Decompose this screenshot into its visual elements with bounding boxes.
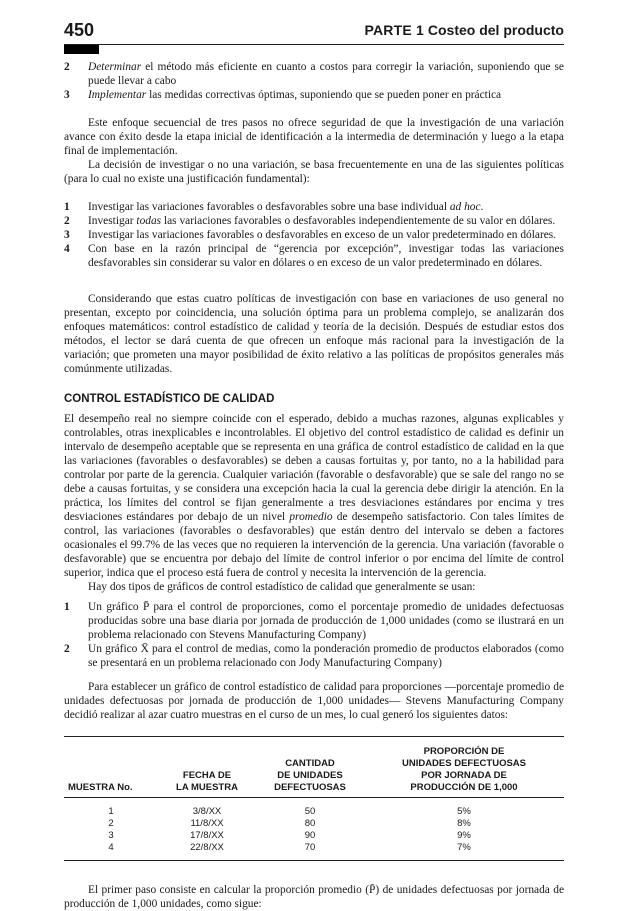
cell-proporcion: 9% <box>457 830 471 841</box>
page-body <box>64 60 564 911</box>
header-line: PRODUCCIÓN DE 1,000 <box>410 782 518 793</box>
list-text-tail: . <box>480 201 484 213</box>
list-item <box>64 228 564 242</box>
cell-proporcion: 5% <box>457 806 471 817</box>
paragraph <box>64 883 564 911</box>
list-text-body: Investigar las variaciones favorables o desfavorables en exceso de un valor predeterminado en dólares. <box>88 229 557 241</box>
list-text <box>88 60 564 88</box>
list-text <box>88 242 564 270</box>
table-row <box>64 842 564 860</box>
list-text-body: Con base en la razón principal de “gerencia por excepción”, investigar todas las variaciones desfavorables sin considerar su valor en dólares o en exceso de un valor predeterminado en dólares. <box>88 243 564 269</box>
list-text-body: Un gráfico <box>88 601 143 613</box>
header-line: CANTIDAD <box>285 758 335 769</box>
header-line: LA MUESTRA <box>176 782 238 793</box>
list-text-tail: las variaciones favorables o desfavorables independientemente de su valor en dólares. <box>161 215 556 227</box>
cell-muestra: 4 <box>108 842 114 853</box>
list-item <box>64 200 564 214</box>
cell-cantidad: 90 <box>304 830 316 841</box>
header-line: DE UNIDADES <box>277 770 343 781</box>
emphasis: Determinar <box>88 61 142 73</box>
policies-list <box>64 200 564 270</box>
header-line: DEFECTUOSAS <box>274 782 346 793</box>
part-title: Costeo del producto <box>427 22 564 38</box>
list-number: 3 <box>64 89 70 101</box>
table-row <box>64 818 564 830</box>
header-line: FECHA DE <box>182 770 232 781</box>
paragraph <box>64 412 564 580</box>
paragraph: Este enfoque secuencial de tres pasos no ofrece seguridad de que la investigación de una variación avance con éxito desde la etapa inicial de identificación a la intermedia de determinación y luego a la etapa final de implementación. <box>64 117 564 157</box>
list-text <box>88 642 564 670</box>
cell-proporcion: 8% <box>457 818 471 829</box>
cell-fecha: 3/8/XX <box>192 806 222 817</box>
paragraph: Para establecer un gráfico de control estadístico de calidad para proporciones —porcentaje promedio de unidades defectuosas por jornada de producción de 1,000 unidades— Stevens Manufacturing Company decidió realizar al azar cuatro muestras en el curso de un mes, lo cual generó los siguientes datos: <box>64 681 564 721</box>
table-top-rule <box>64 736 564 745</box>
list-item <box>64 242 564 270</box>
symbol: P̄ <box>369 884 376 896</box>
list-item <box>64 642 564 670</box>
col-header-proporcion <box>364 745 564 798</box>
list-text-body: el método más eficiente en cuanto a costos para corregir la variación, suponiendo que se puede llevar a cabo <box>88 61 564 87</box>
list-number: 2 <box>64 215 70 227</box>
part-label: PARTE 1 <box>364 22 424 38</box>
list-text <box>88 88 564 102</box>
col-header-fecha <box>158 745 256 798</box>
header-marker-bar <box>64 45 99 54</box>
samples-table <box>64 745 564 860</box>
cell-muestra: 1 <box>108 806 114 817</box>
col-header-muestra <box>64 745 158 798</box>
emphasis: todas <box>136 215 162 227</box>
symbol: X̄ <box>140 643 149 655</box>
list-item <box>64 88 564 102</box>
paragraph-text: de desempeño satisfactorio. Con tales límites de control, las variaciones (favorables o desfavorables) que están dentro del intervalo se deben a factores ocasionales el 99.7% de las veces que no requieren la intervención de la gerencia. Una variación (favorable o desfavorable) que se encuentra por debajo del límite de control inferior o por encima del límite de control superior, indica que el proceso está fuera de control y necesita la intervención de la gerencia. <box>64 511 564 579</box>
list-number: 2 <box>64 61 70 73</box>
paragraph-text: ) de unidades defectuosas por jornada de producción de 1,000 unidades, como sigue: <box>64 884 565 910</box>
list-text-body: Investigar las variaciones favorables o desfavorables sobre una base individual <box>88 201 450 213</box>
list-text-tail: para el control de proporciones, como el porcentaje promedio de unidades defectuosas producidas sobre una base diaria por jornada de producción de 1,000 unidades (como se ilustrará en un problema relacionado con Stevens Manufacturing Company) <box>88 601 564 641</box>
header-line: UNIDADES DEFECTUOSAS <box>401 758 527 769</box>
emphasis: promedio <box>289 511 333 523</box>
cell-cantidad: 70 <box>304 842 316 853</box>
steps-list <box>64 60 564 102</box>
table-row <box>64 798 564 819</box>
list-item <box>64 214 564 228</box>
list-text <box>88 200 564 214</box>
table-header-row <box>64 745 564 798</box>
page-number: 450 <box>64 20 95 40</box>
cell-cantidad: 50 <box>304 806 316 817</box>
list-item <box>64 60 564 88</box>
paragraph: Considerando que estas cuatro políticas de investigación con base en variaciones de uso general no presentan, excepto por coincidencia, una solución óptima para un problema complejo, se analizarán dos enfoques matemáticos: control estadístico de calidad y teoría de la decisión. Después de estudiar estos dos métodos, el lector se dará cuenta de que ofrecen un enfoque más racional para la investigación de la variación; que prometen una mayor posibilidad de éxito relativo a las políticas de propósitos generales más comúnmente utilizadas. <box>64 293 564 375</box>
cell-muestra: 2 <box>108 818 114 829</box>
list-number: 1 <box>64 601 70 613</box>
list-text <box>88 600 564 642</box>
list-text <box>88 228 564 242</box>
list-text-body: Un gráfico <box>88 643 141 655</box>
running-head <box>364 22 564 38</box>
list-text-body: Investigar <box>88 215 137 227</box>
paragraph-text: El primer paso consiste en calcular la proporción promedio ( <box>88 884 370 896</box>
list-number: 1 <box>64 201 70 213</box>
emphasis: ad hoc <box>449 201 481 213</box>
list-number: 4 <box>64 243 70 255</box>
header-line: POR JORNADA DE <box>421 770 507 781</box>
list-text-tail: para el control de medias, como la ponderación promedio de productos elaborados (como se presentará en un problema relacionado con Jody Manufacturing Company) <box>88 643 565 669</box>
charts-list <box>64 600 564 670</box>
section-heading: CONTROL ESTADÍSTICO DE CALIDAD <box>64 393 275 405</box>
list-item <box>64 600 564 642</box>
cell-muestra: 3 <box>108 830 114 841</box>
cell-fecha: 22/8/XX <box>190 842 224 853</box>
header-line: MUESTRA No. <box>68 782 133 793</box>
symbol: P̄ <box>143 601 149 613</box>
cell-fecha: 11/8/XX <box>190 818 224 829</box>
paragraph: La decisión de investigar o no una variación, se basa frecuentemente en una de las siguientes políticas (para lo cual no existe una justificación fundamental): <box>64 159 564 185</box>
paragraph: Hay dos tipos de gráficos de control estadístico de calidad que generalmente se usan: <box>88 581 476 593</box>
cell-proporcion: 7% <box>457 842 471 853</box>
header-rule <box>64 44 564 45</box>
cell-fecha: 17/8/XX <box>190 830 224 841</box>
list-number: 2 <box>64 643 70 655</box>
list-text <box>88 214 564 228</box>
cell-cantidad: 80 <box>304 818 316 829</box>
list-text-body: las medidas correctivas óptimas, suponiendo que se pueden poner en práctica <box>146 89 502 101</box>
col-header-cantidad <box>256 745 364 798</box>
emphasis: Implementar <box>88 89 147 101</box>
list-number: 3 <box>64 229 70 241</box>
table-row <box>64 830 564 842</box>
page-header <box>64 20 564 42</box>
paragraph-text: El desempeño real no siempre coincide con el esperado, debido a muchas razones, algunas explicables y controlables, otras inexplicables e incontrolables. El objetivo del control estadístico de calidad es definir un intervalo de desempeño aceptable que se representa en una gráfica de control estadístico de calidad en la que las variaciones (favorables o desfavorables) se deben a causas fortuitas y, por tanto, no a la habilidad para controlar por parte de la gerencia. Cualquier variación (favorable o desfavorable) que se sale del rango no se debe a causas fortuitas, y se considera una excepción hacia la cual la gerencia debe dirigir la atención. En la práctica, los límites del control se fijan generalmente a tres desviaciones estándares por encima y tres desviaciones estándares por debajo de un nivel <box>64 413 564 523</box>
header-line: PROPORCIÓN DE <box>423 746 505 757</box>
